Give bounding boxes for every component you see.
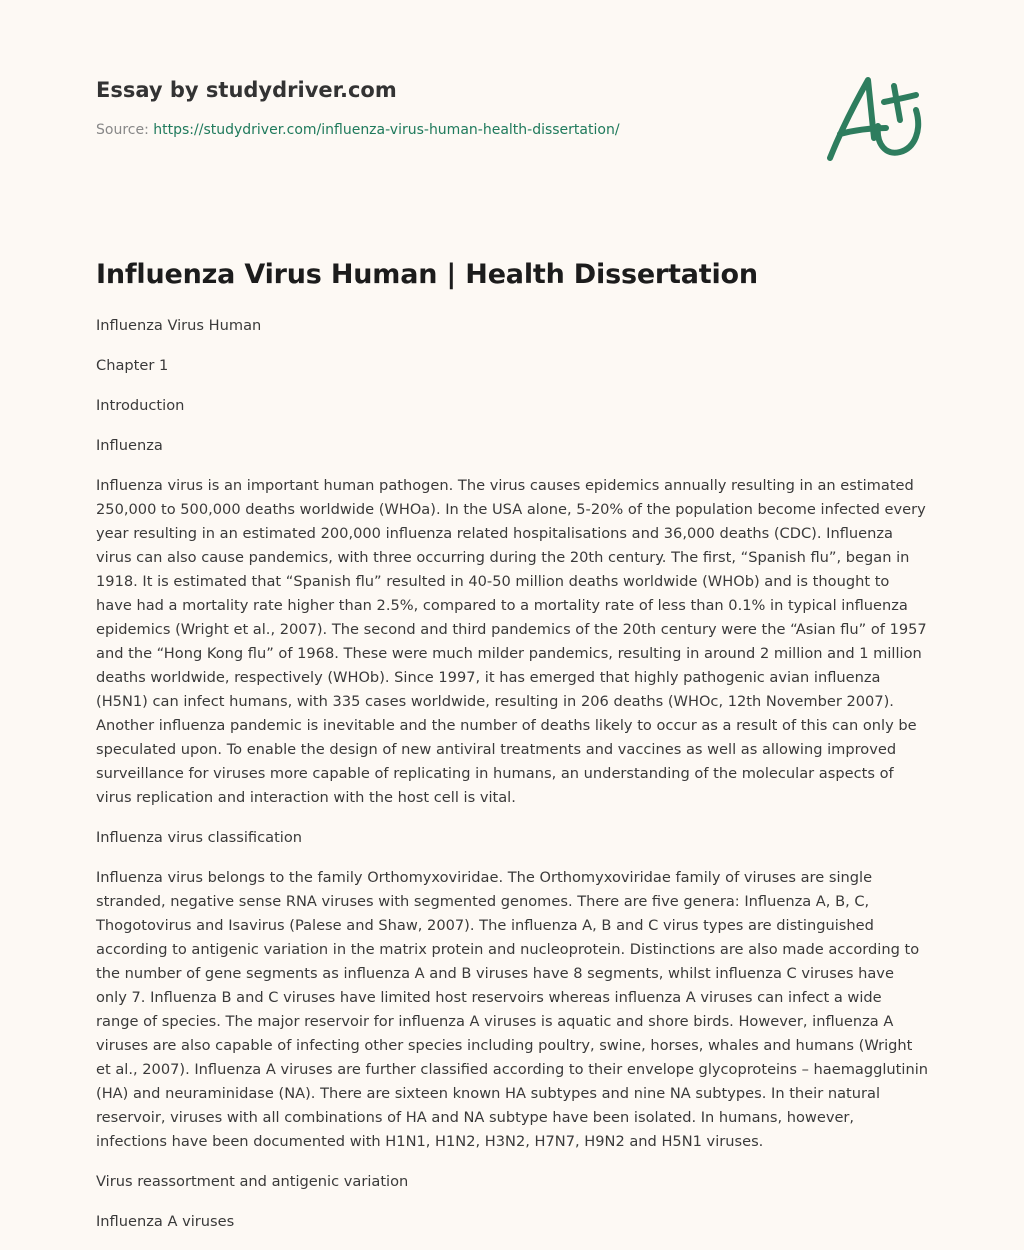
paragraph-heading-introduction: Introduction <box>96 397 185 414</box>
page-header <box>96 74 796 140</box>
paragraph-chapter: Chapter 1 <box>96 357 169 374</box>
source-label: Source: <box>96 122 149 138</box>
paragraph-heading-influenza: Influenza <box>96 437 163 454</box>
paragraph-body: Influenza virus is an important human pathogen. The virus causes epidemics annually resulting in an estimated 250,000 to 500,000 deaths worldwide (WHOa). In the USA alone, 5-20% of the population become infected every year resulting in an estimated 200,000 influenza related hospitalisations and 36,000 deaths (CDC). Influenza virus can also cause pandemics, with three occurring during the 20th century. The first, “Spanish flu”, began in 1918. It is estimated that “Spanish flu” resulted in 40-50 million deaths worldwide (WHOb) and is thought to have had a mortality rate higher than 2.5%, compared to a mortality rate of less than 0.1% in typical influenza epidemics (Wright et al., 2007). The second and third pandemics of the 20th century were the “Asian flu” of 1957 and the “Hong Kong flu” of 1968. These were much milder pandemics, resulting in around 2 million and 1 million deaths worldwide, respectively (WHOb). Since 1997, it has emerged that highly pathogenic avian influenza (H5N1) can infect humans, with 335 cases worldwide, resulting in 206 deaths (WHOc, 12th November 2007). Another influenza pandemic is inevitable and the number of deaths likely to occur as a result of this can only be speculated upon. To enable the design of new antiviral treatments and vaccines as well as allowing improved surveillance for viruses more capable of replicating in humans, an understanding of the molecular aspects of virus replication and interaction with the host cell is vital. <box>96 477 927 806</box>
brand-title: Essay by studydriver.com <box>96 78 397 102</box>
document-body <box>96 314 928 1250</box>
source-link[interactable]: https://studydriver.com/influenza-virus-human-health-dissertation/ <box>153 122 620 138</box>
paragraph-heading-reassortment: Virus reassortment and antigenic variation <box>96 1173 409 1190</box>
document-title: Influenza Virus Human | Health Dissertation <box>96 259 758 290</box>
paragraph-heading-classification: Influenza virus classification <box>96 829 303 846</box>
paragraph-body: Influenza virus belongs to the family Orthomyxoviridae. The Orthomyxoviridae family of viruses are single stranded, negative sense RNA viruses with segmented genomes. There are five genera: Influenza A, B, C, Thogotovirus and Isavirus (Palese and Shaw, 2007). The influenza A, B and C virus types are distinguished according to antigenic variation in the matrix protein and nucleoprotein. Distinctions are also made according to the number of gene segments as influenza A and B viruses have 8 segments, whilst influenza C viruses have only 7. Influenza B and C viruses have limited host reservoirs whereas influenza A viruses can infect a wide range of species. The major reservoir for influenza A viruses is aquatic and shore birds. However, influenza A viruses are also capable of infecting other species including poultry, swine, horses, whales and humans (Wright et al., 2007). Influenza A viruses are further classified according to their envelope glycoproteins – haemagglutinin (HA) and neuraminidase (NA). There are sixteen known HA subtypes and nine NA subtypes. In their natural reservoir, viruses with all combinations of HA and NA subtype have been isolated. In humans, however, infections have been documented with H1N1, H1N2, H3N2, H7N7, H9N2 and H5N1 viruses. <box>96 869 929 1150</box>
paragraph-heading-influenza-a: Influenza A viruses <box>96 1213 235 1230</box>
paragraph-subtitle: Influenza Virus Human <box>96 317 262 334</box>
a-plus-grade-icon <box>820 68 930 168</box>
source-line <box>96 120 796 140</box>
